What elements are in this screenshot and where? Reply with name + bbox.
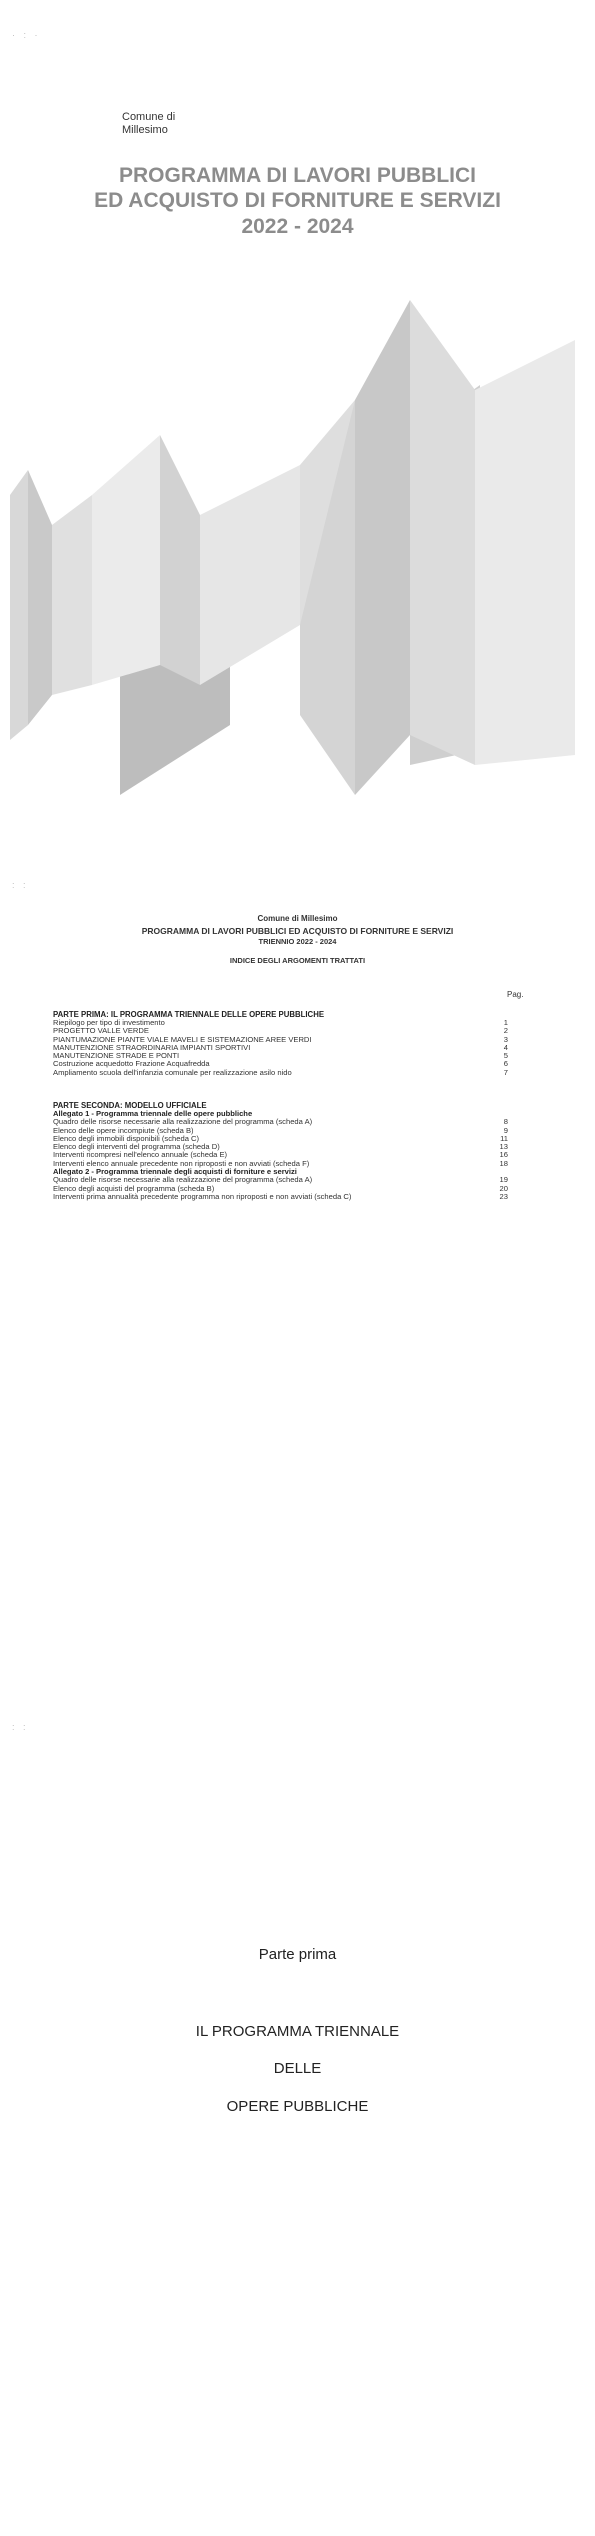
toc-entry-page: 3 [503, 1034, 508, 1044]
cover-geometric-artwork [0, 295, 595, 825]
toc-entry-page: 6 [503, 1059, 508, 1069]
cover-title-line1: PROGRAMMA DI LAVORI PUBBLICI [119, 164, 476, 187]
section-part-label: Parte prima [258, 1946, 337, 1963]
toc-entry-text: Interventi ricompresi nell'elenco annuale (scheda E) [53, 1150, 228, 1160]
toc-entry-text: MANUTENZIONE STRADE E PONTI [53, 1051, 180, 1061]
toc-entry-text: Elenco delle opere incompiute (scheda B) [53, 1125, 194, 1135]
index-header-triennio: TRIENNIO 2022 - 2024 [258, 937, 337, 946]
section-title-line2: DELLE [273, 2060, 322, 2077]
scan-artifact: · : · [12, 30, 41, 40]
toc-part2-title: PARTE SECONDA: MODELLO UFFICIALE [53, 1101, 207, 1110]
scan-artifact: : : [12, 1722, 29, 1732]
toc-part2 [53, 1101, 508, 1201]
toc-entry-page: 5 [503, 1051, 508, 1061]
toc-entry-page: 19 [499, 1175, 508, 1185]
toc-entry-page: 7 [503, 1067, 508, 1077]
cover-commune [122, 111, 175, 137]
toc-entry-text: PIANTUMAZIONE PIANTE VIALE MAVELI E SISTEMAZIONE AREE VERDI [53, 1034, 312, 1044]
cover-title-line3: 2022 - 2024 [241, 215, 354, 238]
toc-part1-rows [53, 1019, 508, 1077]
toc-entry-page: 13 [499, 1142, 508, 1152]
toc-part1-title: PARTE PRIMA: IL PROGRAMMA TRIENNALE DELLE OPERE PUBBLICHE [53, 1010, 325, 1019]
toc-entry-text: Costruzione acquedotto Frazione Acquafredda [53, 1059, 210, 1069]
toc-entry-page: 1 [503, 1018, 508, 1027]
toc-entry-text: Ampliamento scuola dell'infanzia comunale per realizzazione asilo nido [53, 1067, 292, 1077]
toc-part1 [53, 1010, 508, 1077]
index-header-commune: Comune di Millesimo [257, 914, 338, 923]
toc-entry-text: MANUTENZIONE STRAORDINARIA IMPIANTI SPORTIVI [53, 1042, 251, 1052]
toc-entry-text: Interventi prima annualità precedente programma non riproposti e non avviati (scheda C) [53, 1191, 352, 1201]
toc-entry-text: Elenco degli acquisti del programma (scheda B) [53, 1183, 215, 1193]
toc-entry-page: 4 [503, 1042, 508, 1052]
toc-entry-page: 16 [499, 1150, 508, 1160]
toc-entry-page: 2 [503, 1026, 508, 1036]
toc-entry-text: PROGETTO VALLE VERDE [53, 1026, 149, 1036]
section-title-line1: IL PROGRAMMA TRIENNALE [195, 2023, 400, 2040]
cover-commune-line1: Comune di [122, 111, 176, 123]
toc-entry-text: Riepilogo per tipo di investimento [53, 1018, 165, 1027]
toc-entry-page: 20 [499, 1183, 508, 1193]
index-title: INDICE DEGLI ARGOMENTI TRATTATI [229, 956, 366, 965]
toc-part2-rows [53, 1110, 508, 1201]
toc-entry-page: 18 [499, 1158, 508, 1168]
section-title-line3: OPERE PUBBLICHE [226, 2098, 369, 2115]
cover-commune-line2: Millesimo [122, 124, 168, 136]
toc-entry-text: Interventi elenco annuale precedente non riproposti e non avviati (scheda F) [53, 1158, 310, 1168]
toc-entry-page: 23 [499, 1191, 508, 1201]
toc-entry-page: 9 [503, 1125, 508, 1135]
scan-artifact: : : [12, 880, 29, 890]
toc-entry-text: Elenco degli interventi del programma (scheda D) [53, 1142, 220, 1152]
toc-entry-page: 8 [503, 1117, 508, 1127]
page-column-label: Pag. [507, 990, 524, 999]
cover-title-line2: ED ACQUISTO DI FORNITURE E SERVIZI [94, 189, 501, 212]
toc-entry-text: Elenco degli immobili disponibili (scheda C) [53, 1133, 200, 1143]
toc-entry-page: 11 [500, 1133, 508, 1143]
toc-entry [53, 1193, 508, 1201]
index-header-program: PROGRAMMA DI LAVORI PUBBLICI ED ACQUISTO DI FORNITURE E SERVIZI [141, 926, 454, 936]
toc-entry-text: Quadro delle risorse necessarie alla realizzazione del programma (scheda A) [53, 1175, 313, 1185]
toc-entry-text: Allegato 2 - Programma triennale degli acquisti di forniture e servizi [53, 1167, 297, 1177]
toc-entry-text: Quadro delle risorse necessarie alla realizzazione del programma (scheda A) [53, 1117, 313, 1127]
toc-entry [53, 1069, 508, 1077]
toc-entry-text: Allegato 1 - Programma triennale delle opere pubbliche [53, 1109, 253, 1118]
